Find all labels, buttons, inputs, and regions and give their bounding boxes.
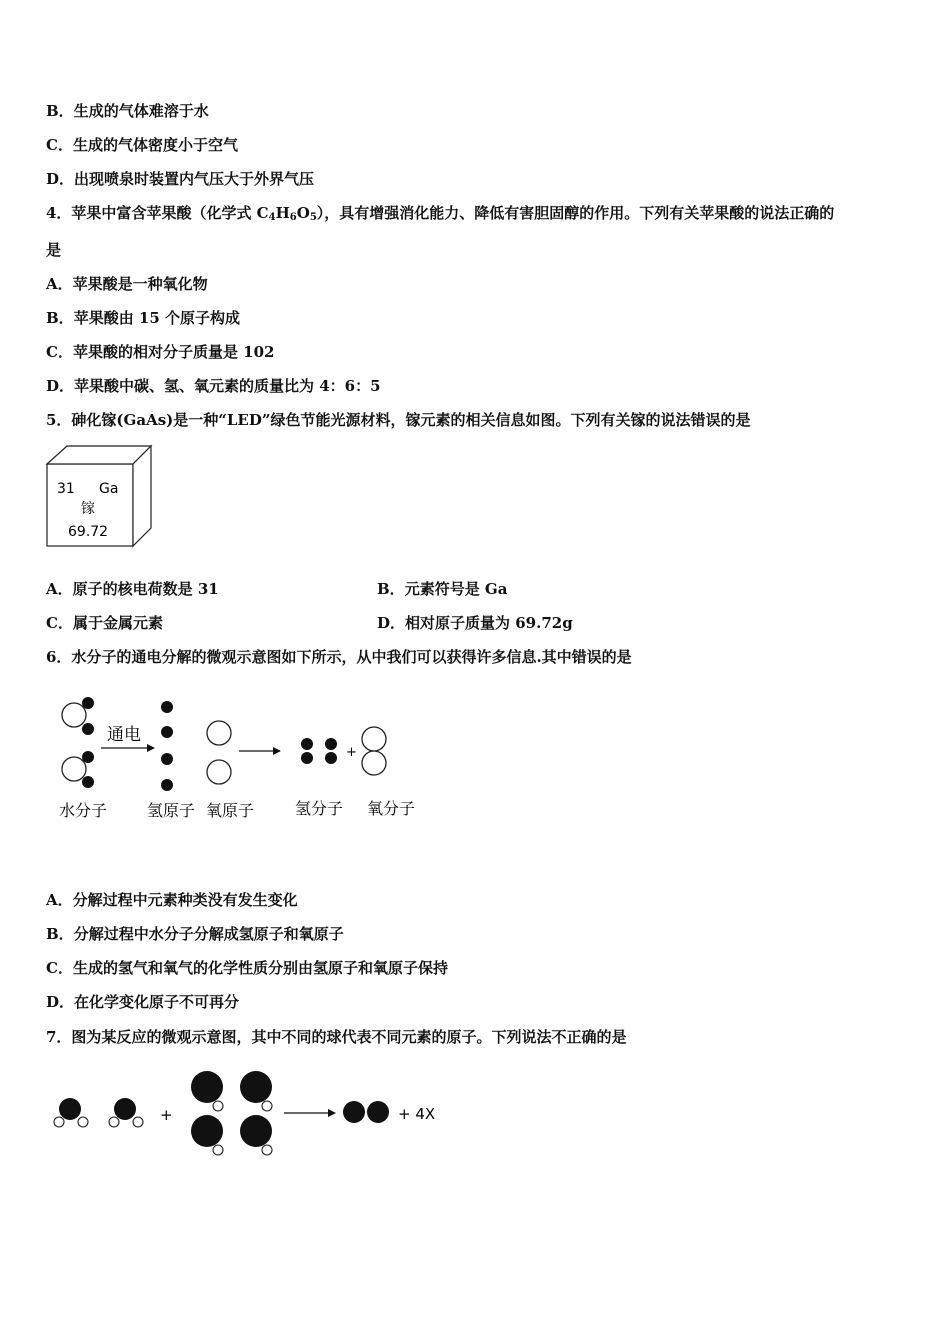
element-card-side — [133, 446, 151, 546]
element-name: 镓 — [81, 501, 95, 517]
q6-option-a: A．分解过程中元素种类没有发生变化 — [46, 891, 298, 909]
arrow-head-2 — [273, 747, 281, 755]
q4-option-c: C．苹果酸的相对分子质量是 102 — [46, 343, 275, 361]
q7-stem: 7．图为某反应的微观示意图，其中不同的球代表不同元素的原子。下列说法不正确的是 — [46, 1028, 627, 1046]
plus-sign-1: + — [160, 1106, 173, 1124]
label-oxygen-atom: 氧原子 — [206, 801, 255, 820]
q5-option-d: D．相对原子质量为 69.72g — [377, 614, 573, 632]
q5-option-a: A．原子的核电荷数是 31 — [46, 580, 219, 598]
electrolysis-arrow-label: 通电 — [107, 725, 141, 745]
q4-stem: 4．苹果中富含苹果酸（化学式 $C_4H_6O_5$），具有增强消化能力、降低有害胆固醇的作用。下列有关苹果酸的说法正确的 — [46, 204, 835, 223]
q4-option-b: B．苹果酸由 15 个原子构成 — [46, 309, 241, 327]
water-molecule-2 — [62, 751, 94, 788]
plus-sign: + — [346, 745, 357, 760]
reactant-molecule-4 — [240, 1071, 272, 1111]
q6-option-b: B．分解过程中水分子分解成氢原子和氧原子 — [46, 925, 344, 943]
reactant-molecule-3 — [191, 1071, 223, 1111]
reaction-arrow-head — [328, 1109, 336, 1117]
q6-option-c: C．生成的氢气和氧气的化学性质分别由氢原子和氧原子保持 — [46, 959, 448, 977]
reactant-molecule-1 — [54, 1098, 88, 1127]
q3-option-c: C．生成的气体密度小于空气 — [46, 136, 238, 154]
reactant-molecule-2 — [109, 1098, 143, 1127]
q6-stem: 6．水分子的通电分解的微观示意图如下所示，从中我们可以获得许多信息.其中错误的是 — [46, 648, 632, 666]
element-mass: 69.72 — [68, 524, 109, 540]
water-electrolysis-diagram — [55, 692, 435, 827]
q3-option-b: B．生成的气体难溶于水 — [46, 102, 209, 120]
hydrogen-atoms — [161, 701, 173, 791]
hydrogen-molecules — [301, 738, 337, 764]
q4-option-a: A．苹果酸是一种氧化物 — [46, 275, 208, 293]
q5-option-b: B．元素符号是 Ga — [377, 580, 508, 598]
arrow-head-1 — [147, 744, 155, 752]
product-molecule — [343, 1101, 389, 1123]
reactant-molecule-6 — [240, 1115, 272, 1155]
label-hydrogen-atom: 氢原子 — [147, 801, 196, 820]
oxygen-molecule — [362, 727, 386, 775]
label-hydrogen-molecule: 氢分子 — [295, 799, 344, 818]
gallium-element-card — [45, 444, 155, 550]
q5-option-c: C．属于金属元素 — [46, 614, 163, 632]
q4-option-d: D．苹果酸中碳、氢、氧元素的质量比为 4：6：5 — [46, 377, 381, 395]
water-molecule-1 — [62, 697, 94, 735]
element-symbol: Ga — [99, 481, 119, 497]
reaction-diagram — [48, 1066, 448, 1161]
q4-stem-line2: 是 — [46, 241, 62, 259]
reactant-molecule-5 — [191, 1115, 223, 1155]
label-water-molecule: 水分子 — [59, 801, 108, 820]
product-label: + 4X — [398, 1105, 436, 1123]
q6-option-d: D．在化学变化原子不可再分 — [46, 993, 240, 1011]
element-number: 31 — [57, 481, 75, 497]
q5-stem: 5．砷化镓(GaAs)是一种“LED”绿色节能光源材料，镓元素的相关信息如图。下列有关镓的说法错误的是 — [46, 411, 751, 429]
label-oxygen-molecule: 氧分子 — [367, 799, 416, 818]
oxygen-atoms — [207, 721, 231, 784]
q3-option-d: D．出现喷泉时装置内气压大于外界气压 — [46, 170, 315, 188]
